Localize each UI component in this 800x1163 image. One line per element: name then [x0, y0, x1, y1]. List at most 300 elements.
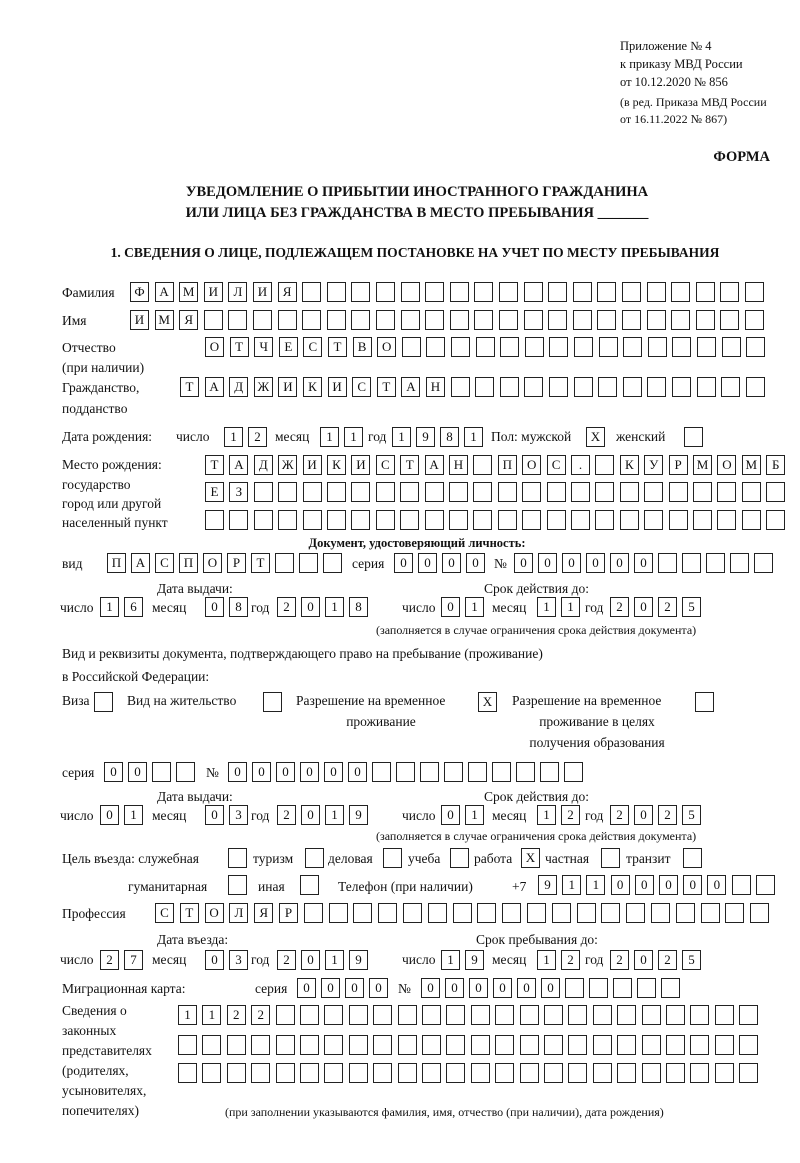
rd-issue-month-box[interactable]: 3	[229, 805, 248, 825]
reps3-box[interactable]	[739, 1063, 758, 1083]
surname-box[interactable]	[450, 282, 469, 302]
mc-number-box[interactable]	[661, 978, 680, 998]
rd-number-box[interactable]	[396, 762, 415, 782]
stay-year-box[interactable]: 2	[658, 950, 677, 970]
reps2-box[interactable]	[568, 1035, 587, 1055]
id-kind-box[interactable]: С	[155, 553, 174, 573]
reps3-box[interactable]	[593, 1063, 612, 1083]
entry-year-box[interactable]: 1	[325, 950, 344, 970]
id-series-box[interactable]: 0	[442, 553, 461, 573]
surname-box[interactable]: Ф	[130, 282, 149, 302]
citizenship-box[interactable]	[574, 377, 593, 397]
temp-box[interactable]: X	[478, 692, 497, 712]
dob-month-box[interactable]: 1	[344, 427, 363, 447]
id-kind-box[interactable]	[299, 553, 318, 573]
mc-number-box[interactable]	[637, 978, 656, 998]
sex-male-box[interactable]: X	[586, 427, 605, 447]
p-study-box[interactable]	[450, 848, 469, 868]
surname-box[interactable]: Я	[278, 282, 297, 302]
id-number-box[interactable]: 0	[514, 553, 533, 573]
citizenship-box[interactable]	[623, 377, 642, 397]
phone-box[interactable]	[756, 875, 775, 895]
phone-box[interactable]: 1	[586, 875, 605, 895]
reps1-box[interactable]	[422, 1005, 441, 1025]
birthplace1-box[interactable]: А	[229, 455, 248, 475]
reps1-box[interactable]	[617, 1005, 636, 1025]
reps1-box[interactable]	[349, 1005, 368, 1025]
name-box[interactable]	[204, 310, 223, 330]
birthplace2-box[interactable]	[717, 482, 736, 502]
profession-box[interactable]	[502, 903, 521, 923]
rd-valid-year-box[interactable]: 5	[682, 805, 701, 825]
birthplace3-box[interactable]	[278, 510, 297, 530]
mc-number-box[interactable]: 0	[469, 978, 488, 998]
p-humanitarian-box[interactable]	[228, 875, 247, 895]
patronymic-box[interactable]	[476, 337, 495, 357]
birthplace1-box[interactable]: И	[351, 455, 370, 475]
surname-box[interactable]	[474, 282, 493, 302]
birthplace3-box[interactable]	[254, 510, 273, 530]
birthplace2-box[interactable]: Е	[205, 482, 224, 502]
citizenship-box[interactable]	[500, 377, 519, 397]
reps2-box[interactable]	[520, 1035, 539, 1055]
reps1-box[interactable]	[324, 1005, 343, 1025]
birthplace2-box[interactable]	[254, 482, 273, 502]
birthplace3-box[interactable]	[717, 510, 736, 530]
surname-box[interactable]	[548, 282, 567, 302]
surname-box[interactable]	[622, 282, 641, 302]
citizenship-box[interactable]: И	[328, 377, 347, 397]
rd-valid-month-box[interactable]: 2	[561, 805, 580, 825]
birthplace3-box[interactable]	[571, 510, 590, 530]
profession-box[interactable]	[403, 903, 422, 923]
name-box[interactable]	[253, 310, 272, 330]
surname-box[interactable]	[647, 282, 666, 302]
phone-box[interactable]: 0	[659, 875, 678, 895]
citizenship-box[interactable]	[451, 377, 470, 397]
birthplace1-box[interactable]: П	[498, 455, 517, 475]
phone-box[interactable]: 0	[635, 875, 654, 895]
stay-month-box[interactable]: 2	[561, 950, 580, 970]
id-issue-year-box[interactable]: 1	[325, 597, 344, 617]
dob-year-box[interactable]: 1	[392, 427, 411, 447]
rd-number-box[interactable]: 0	[324, 762, 343, 782]
rd-number-box[interactable]: 0	[348, 762, 367, 782]
profession-box[interactable]	[329, 903, 348, 923]
citizenship-box[interactable]	[697, 377, 716, 397]
rd-number-box[interactable]	[372, 762, 391, 782]
id-issue-month-box[interactable]: 0	[205, 597, 224, 617]
birthplace1-box[interactable]: .	[571, 455, 590, 475]
name-box[interactable]	[327, 310, 346, 330]
mc-number-box[interactable]	[613, 978, 632, 998]
reps1-box[interactable]	[495, 1005, 514, 1025]
rd-valid-day-box[interactable]: 1	[465, 805, 484, 825]
rd-valid-day-box[interactable]: 0	[441, 805, 460, 825]
name-box[interactable]	[548, 310, 567, 330]
reps3-box[interactable]	[617, 1063, 636, 1083]
mc-number-box[interactable]	[589, 978, 608, 998]
rd-issue-year-box[interactable]: 2	[277, 805, 296, 825]
reps2-box[interactable]	[446, 1035, 465, 1055]
reps3-box[interactable]	[178, 1063, 197, 1083]
entry-year-box[interactable]: 2	[277, 950, 296, 970]
surname-box[interactable]	[573, 282, 592, 302]
phone-box[interactable]: 9	[538, 875, 557, 895]
name-box[interactable]	[671, 310, 690, 330]
reps1-box[interactable]	[398, 1005, 417, 1025]
id-number-box[interactable]	[754, 553, 773, 573]
stay-year-box[interactable]: 2	[610, 950, 629, 970]
reps3-box[interactable]	[446, 1063, 465, 1083]
id-issue-day-box[interactable]: 1	[100, 597, 119, 617]
entry-year-box[interactable]: 0	[301, 950, 320, 970]
birthplace2-box[interactable]	[595, 482, 614, 502]
reps1-box[interactable]: 2	[251, 1005, 270, 1025]
dob-year-box[interactable]: 1	[464, 427, 483, 447]
birthplace2-box[interactable]	[693, 482, 712, 502]
birthplace2-box[interactable]	[351, 482, 370, 502]
p-tourism-box[interactable]	[305, 848, 324, 868]
birthplace2-box[interactable]	[425, 482, 444, 502]
mc-series-box[interactable]: 0	[321, 978, 340, 998]
name-box[interactable]	[745, 310, 764, 330]
citizenship-box[interactable]: Т	[180, 377, 199, 397]
birthplace1-box[interactable]: К	[327, 455, 346, 475]
reps3-box[interactable]	[324, 1063, 343, 1083]
surname-box[interactable]	[499, 282, 518, 302]
rd-number-box[interactable]	[540, 762, 559, 782]
patronymic-box[interactable]	[746, 337, 765, 357]
id-number-box[interactable]: 0	[634, 553, 653, 573]
birthplace3-box[interactable]	[644, 510, 663, 530]
reps2-box[interactable]	[593, 1035, 612, 1055]
rd-series-box[interactable]: 0	[128, 762, 147, 782]
rd-number-box[interactable]	[564, 762, 583, 782]
patronymic-box[interactable]: В	[353, 337, 372, 357]
mc-number-box[interactable]: 0	[421, 978, 440, 998]
patronymic-box[interactable]	[623, 337, 642, 357]
reps2-box[interactable]	[666, 1035, 685, 1055]
birthplace1-box[interactable]	[595, 455, 614, 475]
reps1-box[interactable]	[373, 1005, 392, 1025]
rd-number-box[interactable]	[444, 762, 463, 782]
citizenship-box[interactable]	[598, 377, 617, 397]
surname-box[interactable]	[401, 282, 420, 302]
profession-box[interactable]	[527, 903, 546, 923]
name-box[interactable]	[425, 310, 444, 330]
name-box[interactable]: М	[155, 310, 174, 330]
reps3-box[interactable]	[202, 1063, 221, 1083]
birthplace2-box[interactable]	[644, 482, 663, 502]
birthplace3-box[interactable]	[473, 510, 492, 530]
patronymic-box[interactable]: Ч	[254, 337, 273, 357]
birthplace3-box[interactable]	[522, 510, 541, 530]
profession-box[interactable]	[701, 903, 720, 923]
profession-box[interactable]	[626, 903, 645, 923]
surname-box[interactable]	[524, 282, 543, 302]
profession-box[interactable]: Я	[254, 903, 273, 923]
birthplace1-box[interactable]: Т	[205, 455, 224, 475]
reps3-box[interactable]	[300, 1063, 319, 1083]
rd-issue-day-box[interactable]: 0	[100, 805, 119, 825]
mc-series-box[interactable]: 0	[345, 978, 364, 998]
id-number-box[interactable]	[682, 553, 701, 573]
birthplace3-box[interactable]	[693, 510, 712, 530]
rd-series-box[interactable]: 0	[104, 762, 123, 782]
birthplace1-box[interactable]: Н	[449, 455, 468, 475]
reps2-box[interactable]	[544, 1035, 563, 1055]
profession-box[interactable]: Т	[180, 903, 199, 923]
patronymic-box[interactable]	[500, 337, 519, 357]
reps2-box[interactable]	[642, 1035, 661, 1055]
birthplace2-box[interactable]	[620, 482, 639, 502]
mc-series-box[interactable]: 0	[297, 978, 316, 998]
name-box[interactable]	[720, 310, 739, 330]
birthplace3-box[interactable]	[669, 510, 688, 530]
dob-day-box[interactable]: 1	[224, 427, 243, 447]
mc-number-box[interactable]: 0	[517, 978, 536, 998]
birthplace3-box[interactable]	[498, 510, 517, 530]
reps1-box[interactable]	[690, 1005, 709, 1025]
birthplace2-box[interactable]	[547, 482, 566, 502]
citizenship-box[interactable]	[721, 377, 740, 397]
birthplace2-box[interactable]	[571, 482, 590, 502]
stay-year-box[interactable]: 0	[634, 950, 653, 970]
name-box[interactable]	[401, 310, 420, 330]
id-number-box[interactable]: 0	[586, 553, 605, 573]
id-issue-day-box[interactable]: 6	[124, 597, 143, 617]
birthplace1-box[interactable]: К	[620, 455, 639, 475]
name-box[interactable]	[696, 310, 715, 330]
dob-year-box[interactable]: 8	[440, 427, 459, 447]
reps3-box[interactable]	[227, 1063, 246, 1083]
citizenship-box[interactable]	[647, 377, 666, 397]
profession-box[interactable]	[453, 903, 472, 923]
p-private-box[interactable]	[601, 848, 620, 868]
rd-valid-year-box[interactable]: 2	[658, 805, 677, 825]
rd-number-box[interactable]	[516, 762, 535, 782]
birthplace1-box[interactable]: С	[376, 455, 395, 475]
profession-box[interactable]	[428, 903, 447, 923]
reps1-box[interactable]	[642, 1005, 661, 1025]
birthplace1-box[interactable]: М	[693, 455, 712, 475]
birthplace2-box[interactable]: З	[229, 482, 248, 502]
reps3-box[interactable]	[666, 1063, 685, 1083]
surname-box[interactable]	[671, 282, 690, 302]
id-series-box[interactable]: 0	[418, 553, 437, 573]
birthplace1-box[interactable]: Ж	[278, 455, 297, 475]
birthplace1-box[interactable]: С	[547, 455, 566, 475]
profession-box[interactable]: Л	[229, 903, 248, 923]
id-valid-year-box[interactable]: 2	[658, 597, 677, 617]
phone-box[interactable]: 0	[707, 875, 726, 895]
reps1-box[interactable]	[520, 1005, 539, 1025]
id-number-box[interactable]: 0	[610, 553, 629, 573]
rd-valid-month-box[interactable]: 1	[537, 805, 556, 825]
reps1-box[interactable]	[446, 1005, 465, 1025]
patronymic-box[interactable]	[648, 337, 667, 357]
name-box[interactable]: Я	[179, 310, 198, 330]
birthplace3-box[interactable]	[376, 510, 395, 530]
phone-box[interactable]: 0	[611, 875, 630, 895]
p-official-box[interactable]	[228, 848, 247, 868]
phone-box[interactable]	[732, 875, 751, 895]
id-number-box[interactable]	[658, 553, 677, 573]
surname-box[interactable]	[327, 282, 346, 302]
citizenship-box[interactable]: Ж	[254, 377, 273, 397]
birthplace2-box[interactable]	[449, 482, 468, 502]
name-box[interactable]	[278, 310, 297, 330]
patronymic-box[interactable]	[525, 337, 544, 357]
reps2-box[interactable]	[398, 1035, 417, 1055]
birthplace3-box[interactable]	[766, 510, 785, 530]
id-kind-box[interactable]: Т	[251, 553, 270, 573]
patronymic-box[interactable]	[451, 337, 470, 357]
profession-box[interactable]	[304, 903, 323, 923]
entry-day-box[interactable]: 2	[100, 950, 119, 970]
birthplace3-box[interactable]	[742, 510, 761, 530]
id-kind-box[interactable]: П	[179, 553, 198, 573]
id-valid-month-box[interactable]: 1	[561, 597, 580, 617]
stay-month-box[interactable]: 1	[537, 950, 556, 970]
rd-issue-year-box[interactable]: 0	[301, 805, 320, 825]
name-box[interactable]	[524, 310, 543, 330]
reps2-box[interactable]	[715, 1035, 734, 1055]
reps2-box[interactable]	[422, 1035, 441, 1055]
birthplace1-box[interactable]: А	[425, 455, 444, 475]
birthplace1-box[interactable]: Б	[766, 455, 785, 475]
rd-number-box[interactable]	[492, 762, 511, 782]
birthplace1-box[interactable]: Т	[400, 455, 419, 475]
reps2-box[interactable]	[739, 1035, 758, 1055]
reps2-box[interactable]	[178, 1035, 197, 1055]
rd-number-box[interactable]	[468, 762, 487, 782]
p-business-box[interactable]	[383, 848, 402, 868]
surname-box[interactable]	[302, 282, 321, 302]
birthplace1-box[interactable]	[473, 455, 492, 475]
patronymic-box[interactable]	[574, 337, 593, 357]
surname-box[interactable]	[745, 282, 764, 302]
name-box[interactable]: И	[130, 310, 149, 330]
id-series-box[interactable]: 0	[394, 553, 413, 573]
patronymic-box[interactable]	[722, 337, 741, 357]
reps1-box[interactable]	[593, 1005, 612, 1025]
mc-number-box[interactable]: 0	[541, 978, 560, 998]
rd-number-box[interactable]: 0	[252, 762, 271, 782]
reps2-box[interactable]	[617, 1035, 636, 1055]
reps3-box[interactable]	[520, 1063, 539, 1083]
birthplace2-box[interactable]	[327, 482, 346, 502]
citizenship-box[interactable]: Т	[377, 377, 396, 397]
birthplace1-box[interactable]: Д	[254, 455, 273, 475]
birthplace2-box[interactable]	[742, 482, 761, 502]
profession-box[interactable]	[601, 903, 620, 923]
rd-issue-year-box[interactable]: 1	[325, 805, 344, 825]
id-kind-box[interactable]: А	[131, 553, 150, 573]
birthplace1-box[interactable]: М	[742, 455, 761, 475]
rd-issue-year-box[interactable]: 9	[349, 805, 368, 825]
reps1-box[interactable]	[715, 1005, 734, 1025]
birthplace1-box[interactable]: И	[303, 455, 322, 475]
rd-number-box[interactable]: 0	[276, 762, 295, 782]
id-issue-year-box[interactable]: 2	[277, 597, 296, 617]
patronymic-box[interactable]: О	[205, 337, 224, 357]
id-number-box[interactable]: 0	[538, 553, 557, 573]
citizenship-box[interactable]	[746, 377, 765, 397]
reps3-box[interactable]	[495, 1063, 514, 1083]
surname-box[interactable]: И	[204, 282, 223, 302]
patronymic-box[interactable]	[672, 337, 691, 357]
surname-box[interactable]	[597, 282, 616, 302]
stay-day-box[interactable]: 9	[465, 950, 484, 970]
dob-month-box[interactable]: 1	[320, 427, 339, 447]
birthplace1-box[interactable]: У	[644, 455, 663, 475]
visa-box[interactable]	[94, 692, 113, 712]
mc-number-box[interactable]: 0	[445, 978, 464, 998]
surname-box[interactable]: И	[253, 282, 272, 302]
reps1-box[interactable]	[568, 1005, 587, 1025]
id-issue-year-box[interactable]: 8	[349, 597, 368, 617]
profession-box[interactable]	[577, 903, 596, 923]
id-valid-year-box[interactable]: 2	[610, 597, 629, 617]
profession-box[interactable]: Р	[279, 903, 298, 923]
patronymic-box[interactable]	[549, 337, 568, 357]
residence-box[interactable]	[263, 692, 282, 712]
entry-month-box[interactable]: 3	[229, 950, 248, 970]
birthplace1-box[interactable]: О	[717, 455, 736, 475]
name-box[interactable]	[450, 310, 469, 330]
id-issue-month-box[interactable]: 8	[229, 597, 248, 617]
reps3-box[interactable]	[373, 1063, 392, 1083]
rd-series-box[interactable]	[176, 762, 195, 782]
id-valid-year-box[interactable]: 5	[682, 597, 701, 617]
reps1-box[interactable]	[739, 1005, 758, 1025]
id-number-box[interactable]	[706, 553, 725, 573]
entry-year-box[interactable]: 9	[349, 950, 368, 970]
profession-box[interactable]	[725, 903, 744, 923]
id-kind-box[interactable]: Р	[227, 553, 246, 573]
name-box[interactable]	[474, 310, 493, 330]
surname-box[interactable]	[376, 282, 395, 302]
surname-box[interactable]	[425, 282, 444, 302]
birthplace1-box[interactable]: О	[522, 455, 541, 475]
reps2-box[interactable]	[251, 1035, 270, 1055]
reps3-box[interactable]	[398, 1063, 417, 1083]
id-number-box[interactable]	[730, 553, 749, 573]
dob-year-box[interactable]: 9	[416, 427, 435, 447]
rd-number-box[interactable]: 0	[300, 762, 319, 782]
citizenship-box[interactable]: И	[278, 377, 297, 397]
id-kind-box[interactable]: О	[203, 553, 222, 573]
birthplace2-box[interactable]	[522, 482, 541, 502]
reps3-box[interactable]	[251, 1063, 270, 1083]
p-other-box[interactable]	[300, 875, 319, 895]
surname-box[interactable]	[351, 282, 370, 302]
birthplace2-box[interactable]	[278, 482, 297, 502]
profession-box[interactable]: О	[205, 903, 224, 923]
citizenship-box[interactable]: А	[205, 377, 224, 397]
id-valid-day-box[interactable]: 0	[441, 597, 460, 617]
patronymic-box[interactable]: О	[377, 337, 396, 357]
birthplace3-box[interactable]	[351, 510, 370, 530]
rd-valid-year-box[interactable]: 2	[610, 805, 629, 825]
reps2-box[interactable]	[300, 1035, 319, 1055]
profession-box[interactable]	[651, 903, 670, 923]
birthplace2-box[interactable]	[473, 482, 492, 502]
mc-series-box[interactable]: 0	[369, 978, 388, 998]
id-valid-year-box[interactable]: 0	[634, 597, 653, 617]
